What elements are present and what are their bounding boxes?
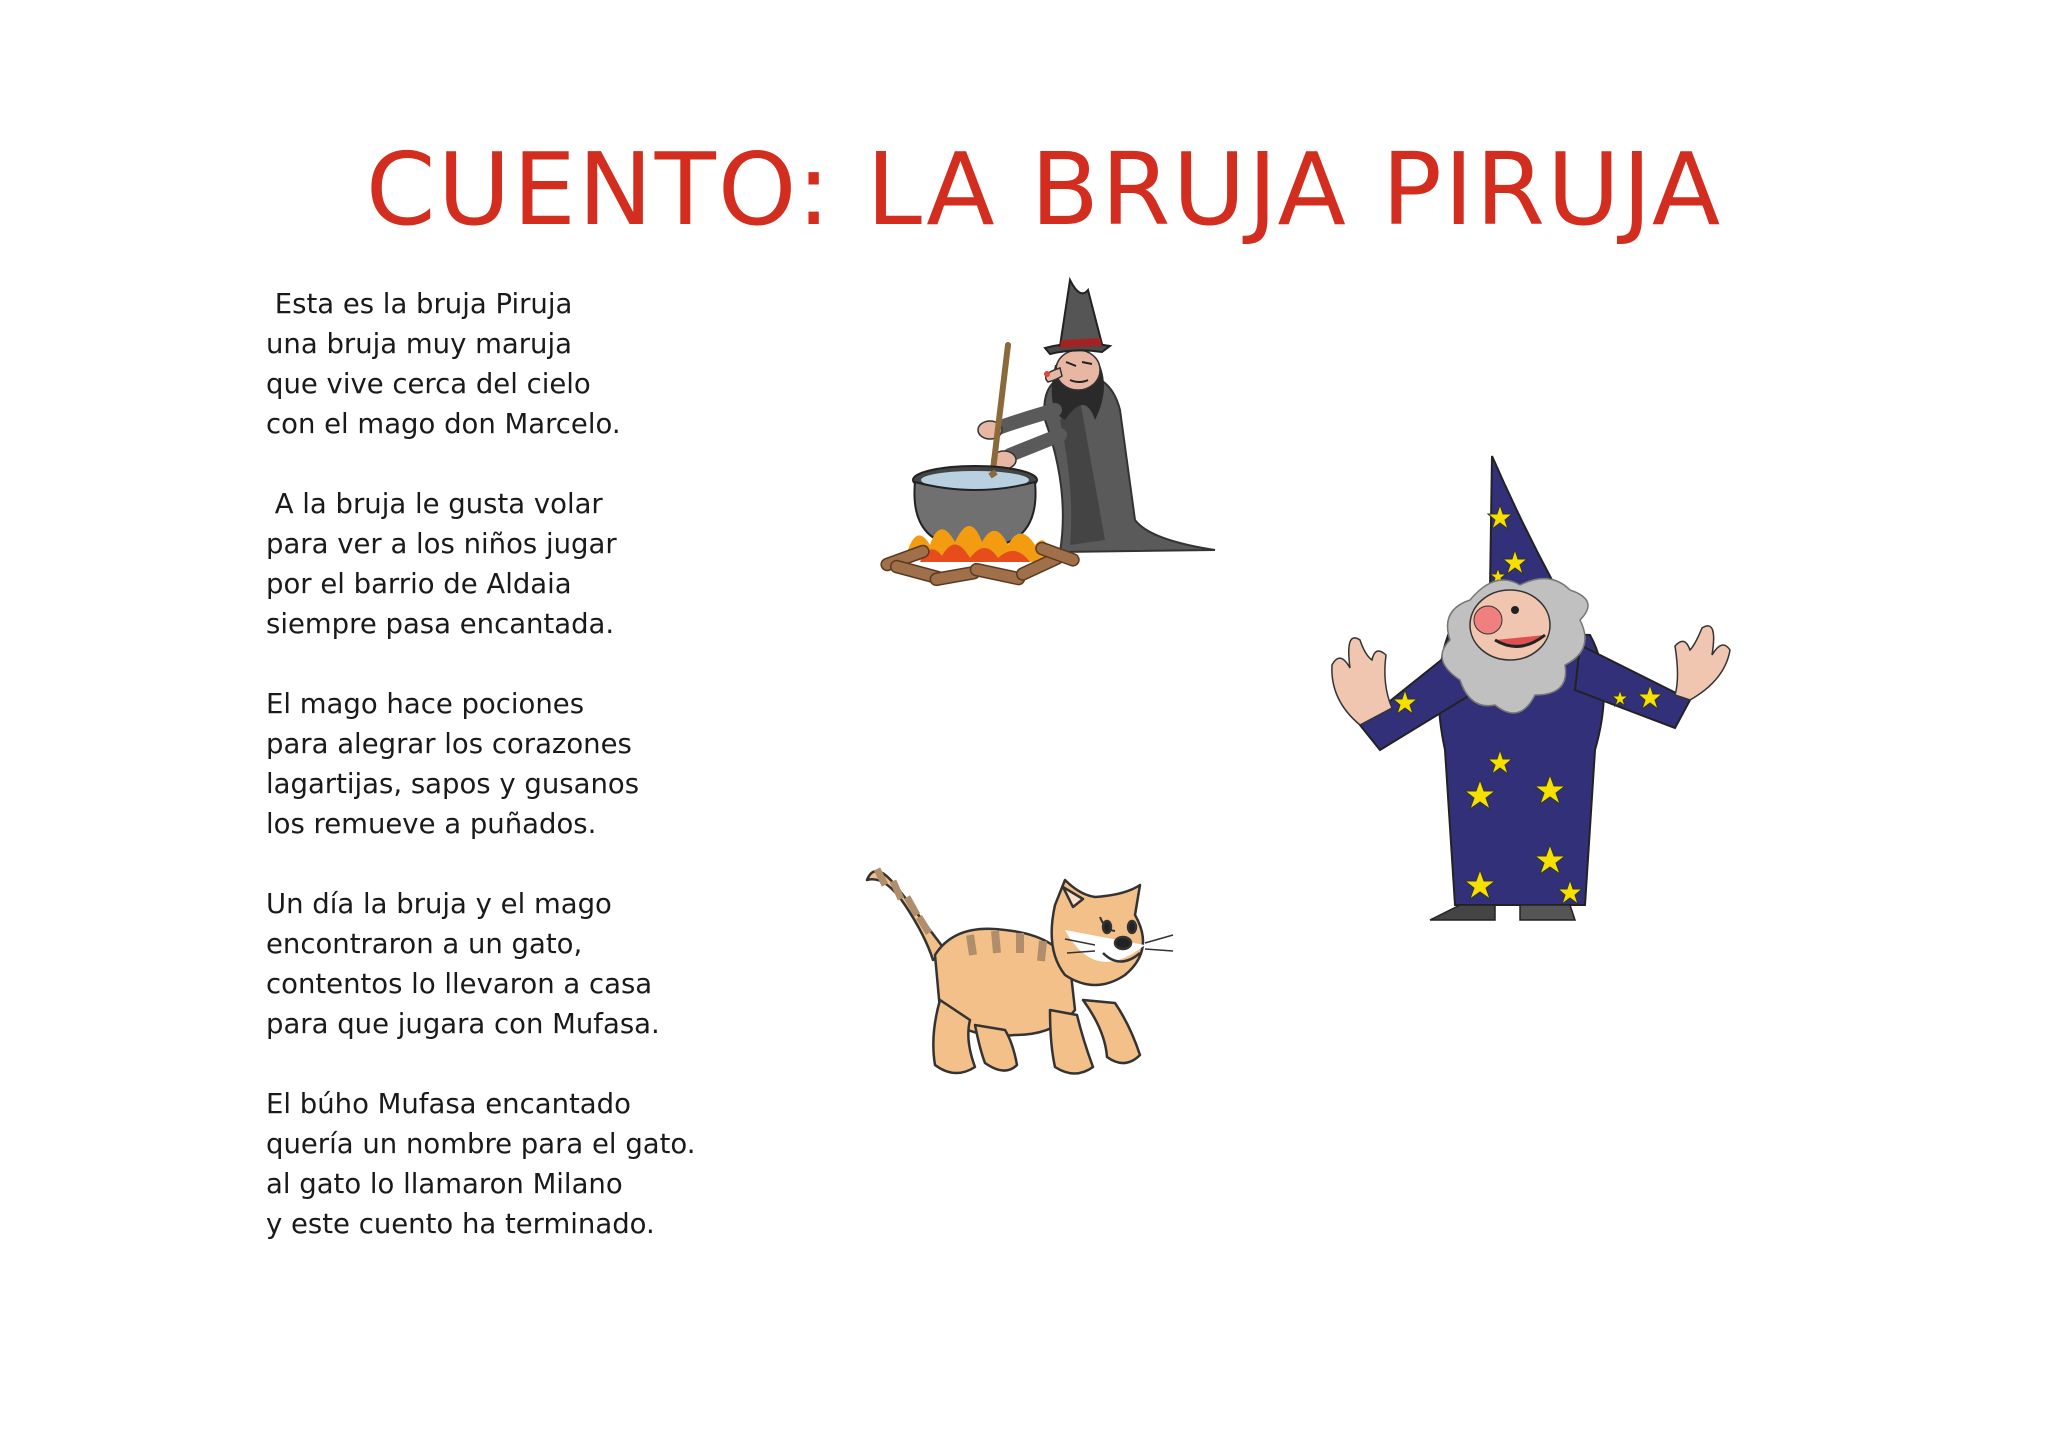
poem-line: por el barrio de Aldaia [266, 568, 572, 600]
poem-line: El mago hace pociones [266, 688, 585, 720]
stanza-2 [266, 484, 726, 644]
poem-line: quería un nombre para el gato. [266, 1128, 696, 1160]
poem-line: para ver a los niños jugar [266, 528, 617, 560]
poem-line: encontraron a un gato, [266, 928, 583, 960]
stanza-5 [266, 1084, 726, 1244]
stanza-4 [266, 884, 726, 1044]
stanza-1 [266, 284, 726, 444]
wizard-illustration [1320, 450, 1750, 950]
poem-line: para que jugara con Mufasa. [266, 1008, 660, 1040]
poem-line: para alegrar los corazones [266, 728, 632, 760]
poem-line: una bruja muy maruja [266, 328, 572, 360]
witch-with-cauldron-illustration [870, 270, 1230, 590]
cat-illustration [855, 835, 1255, 1095]
poem-line: Un día la bruja y el mago [266, 888, 612, 920]
poem-line: con el mago don Marcelo. [266, 408, 621, 440]
poem-line: lagartijas, sapos y gusanos [266, 768, 640, 800]
poem-line: A la bruja le gusta volar [266, 488, 603, 520]
poem-line: y este cuento ha terminado. [266, 1208, 655, 1240]
poem-line: El búho Mufasa encantado [266, 1088, 631, 1120]
stanza-3 [266, 684, 726, 844]
poem-line: los remueve a puñados. [266, 808, 597, 840]
poem-line: que vive cerca del cielo [266, 368, 591, 400]
poem [266, 284, 726, 1284]
poem-line: contentos lo llevaron a casa [266, 968, 653, 1000]
poem-line: siempre pasa encantada. [266, 608, 615, 640]
poem-line: Esta es la bruja Piruja [266, 288, 573, 320]
page-title: CUENTO: LA BRUJA PIRUJA [365, 131, 1723, 248]
poem-line: al gato lo llamaron Milano [266, 1168, 623, 1200]
